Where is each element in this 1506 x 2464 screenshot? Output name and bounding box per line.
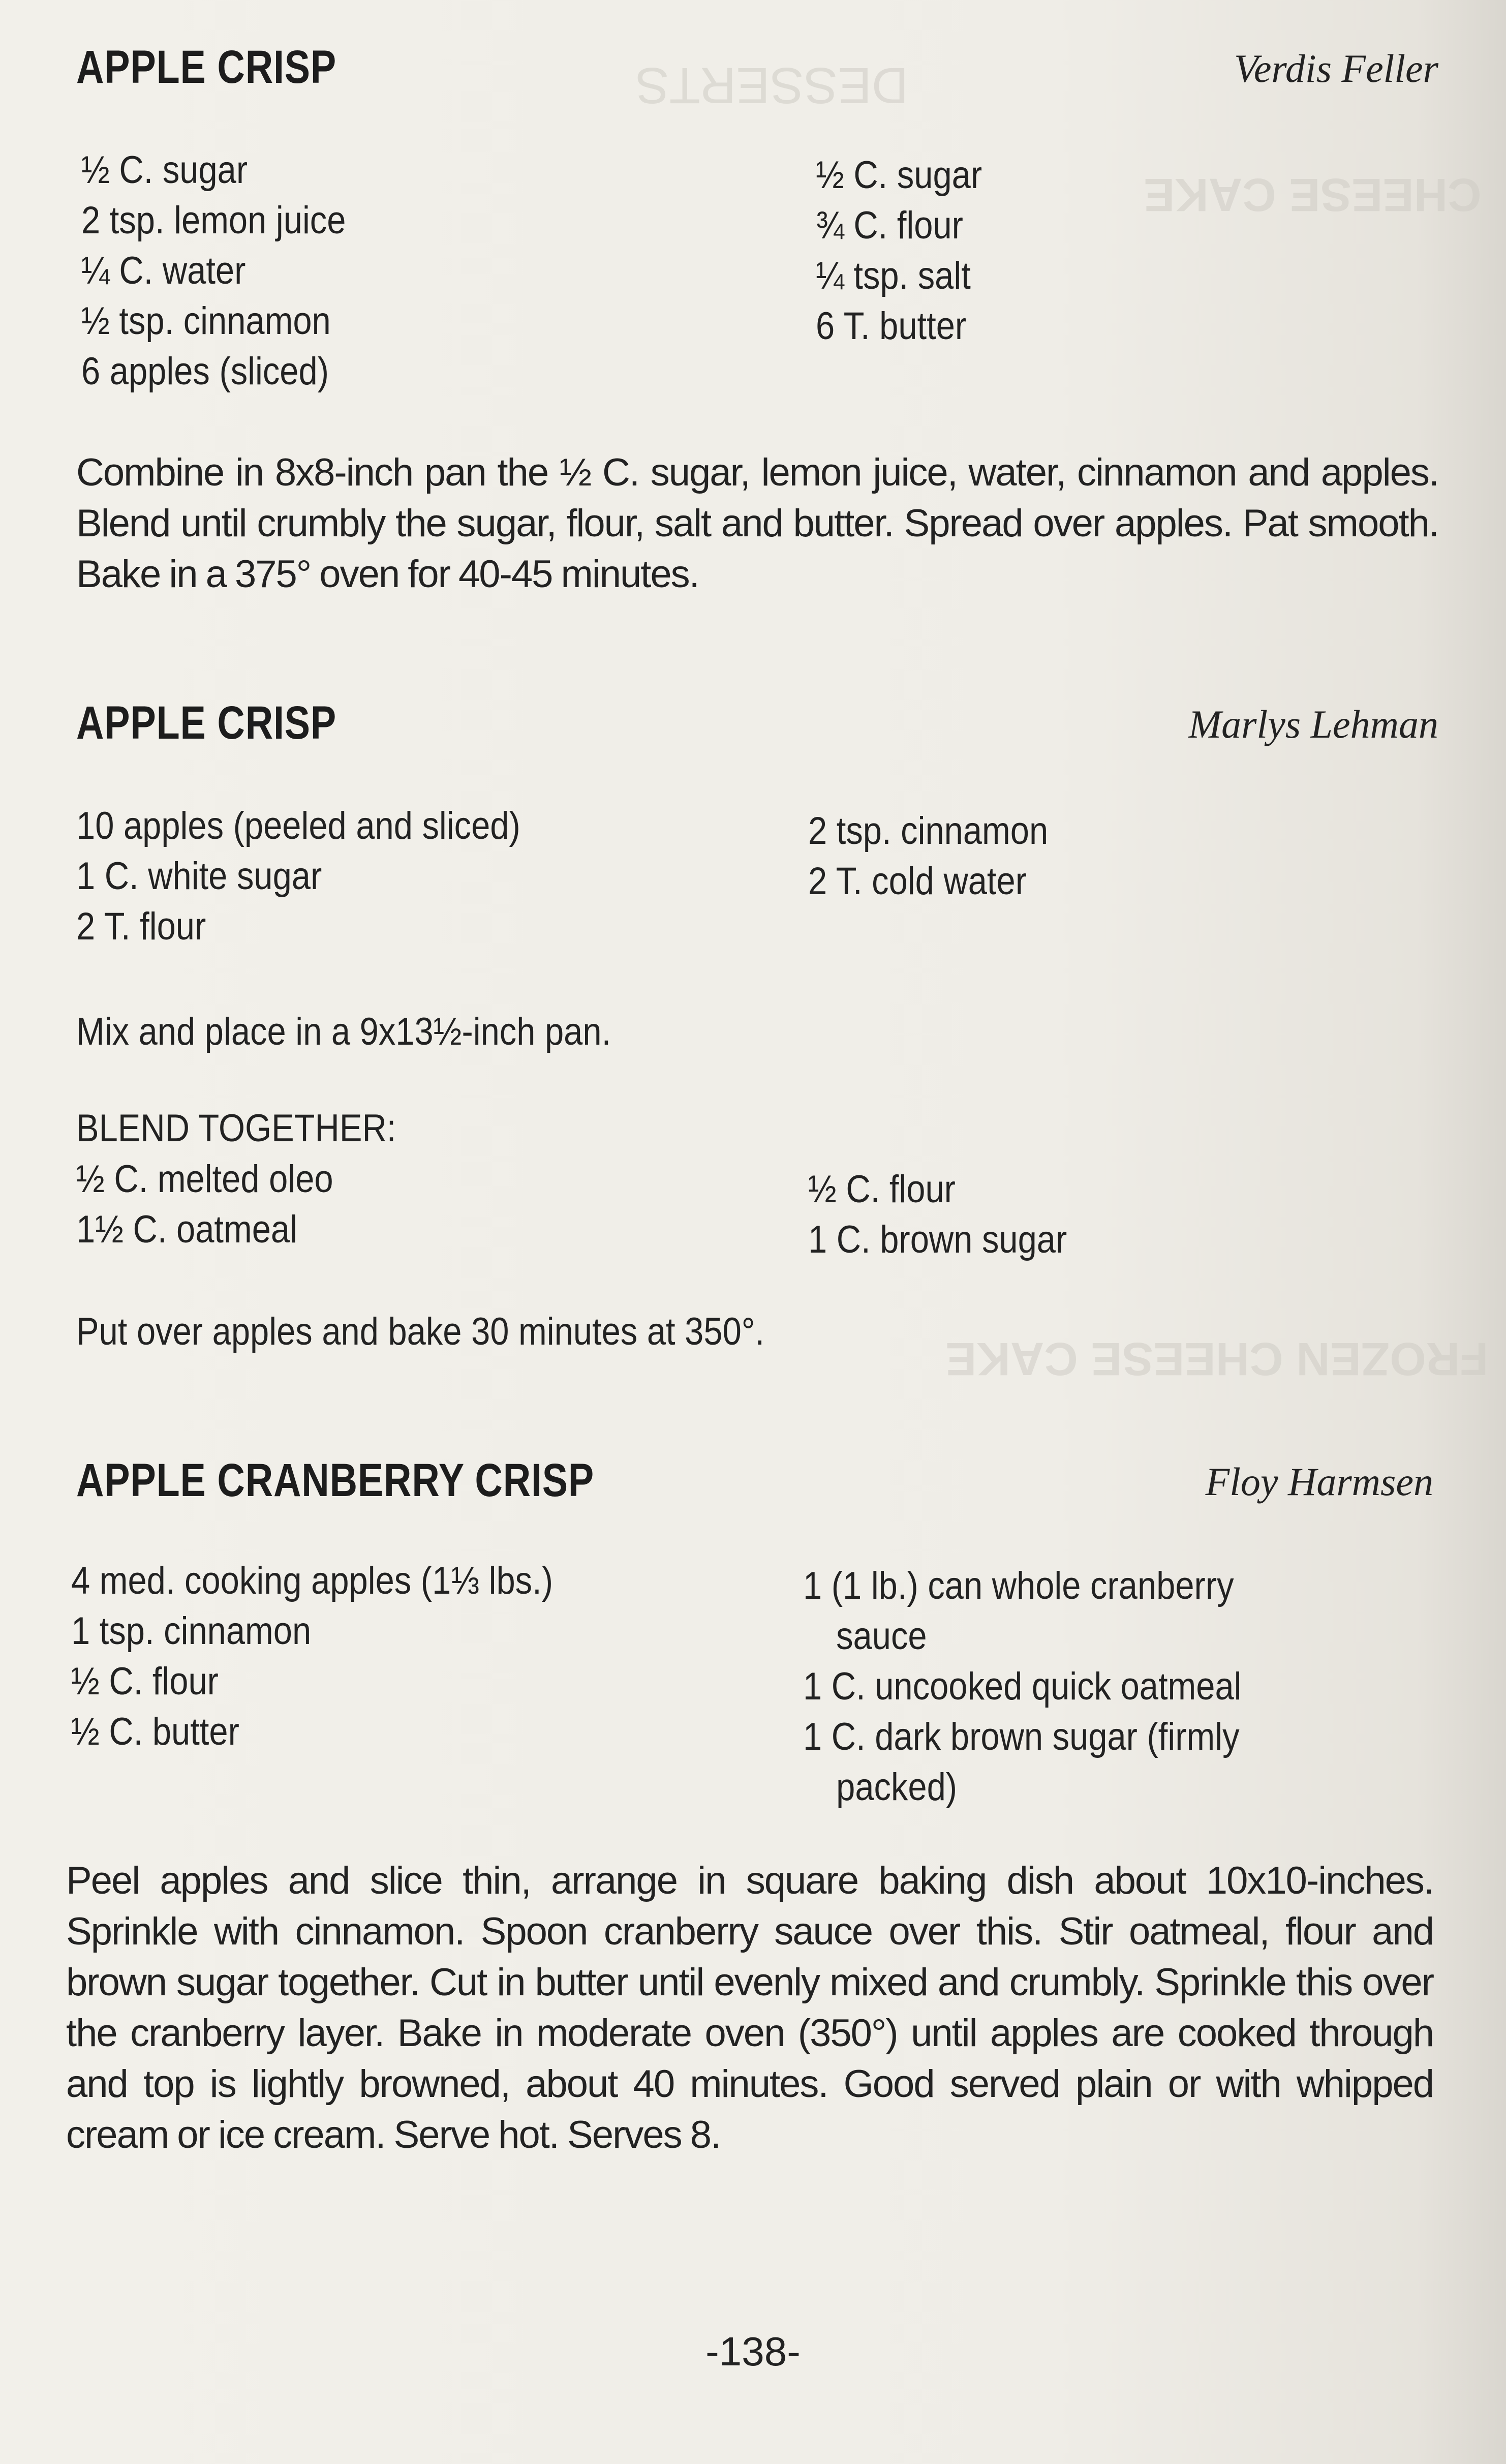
- ingredient: ½ tsp. cinnamon: [81, 299, 331, 343]
- recipe-author: Floy Harmsen: [1205, 1459, 1433, 1504]
- ingredient: ¼ tsp. salt: [816, 254, 971, 297]
- ingredient: 1 C. white sugar: [76, 855, 322, 898]
- ingredient: 2 T. cold water: [808, 860, 1027, 903]
- page-number: -138-: [705, 2329, 801, 2374]
- ingredient: 10 apples (peeled and sliced): [76, 804, 520, 847]
- ingredient: ¼ C. water: [81, 249, 246, 292]
- blend-list-left: [76, 1154, 368, 1255]
- ingredient: 2 T. flour: [76, 905, 206, 948]
- bleed-through-title: FROZEN CHEESE CAKE: [945, 1333, 1489, 1385]
- ingredient-list-left: [76, 801, 581, 952]
- recipe-apple-crisp-2: [76, 696, 1438, 1357]
- ingredient: 2 tsp. lemon juice: [81, 199, 346, 242]
- recipe-directions: Peel apples and slice thin, arrange in square baking dish about 10x10-inches. Sprinkle with cinnamon. Spoon cranberry sauce over this. Stir oatmeal, flour and brown sugar together. Cut in butter until evenly mixed and crumbly. Sprinkle this over the cranberry layer. Bake in moderate oven (350°) until apples are cooked through and top is lightly browned, about 40 minutes. Good served plain or with whipped cream or ice cream. Serve hot. Serves 8.: [66, 1859, 1433, 2156]
- ingredient: packed): [836, 1766, 958, 1809]
- ingredient: ¾ C. flour: [816, 204, 963, 247]
- recipe-author: Verdis Feller: [1234, 46, 1438, 90]
- ingredient: ½ C. sugar: [816, 154, 982, 197]
- blend-list-right: [808, 1164, 1102, 1265]
- bleed-through-header: DESSERTS: [635, 57, 909, 114]
- ingredient-list-left: [71, 1556, 619, 1757]
- ingredient: ½ C. melted oleo: [76, 1158, 333, 1201]
- ingredient: 1½ C. oatmeal: [76, 1208, 297, 1251]
- ingredient-list-right: [808, 806, 1081, 906]
- recipe-title: APPLE CRISP: [76, 41, 337, 93]
- ingredient-list-right: [816, 150, 1005, 351]
- recipe-directions: Combine in 8x8-inch pan the ½ C. sugar, lemon juice, water, cinnamon and apples. Blend until crumbly the sugar, flour, salt and butter. Spread over apples. Pat smooth. Bake in a 375° oven for 40-45 minutes.: [76, 451, 1438, 596]
- recipe-author: Marlys Lehman: [1188, 702, 1438, 746]
- ingredient: ½ C. butter: [71, 1710, 239, 1753]
- ingredient: 1 C. brown sugar: [808, 1218, 1067, 1261]
- recipe-step: Mix and place in a 9x13½-inch pan.: [76, 1010, 611, 1053]
- recipe-title: APPLE CRANBERRY CRISP: [76, 1454, 595, 1506]
- recipe-step: Put over apples and bake 30 minutes at 350°.: [76, 1310, 765, 1353]
- ingredient: sauce: [836, 1615, 927, 1658]
- ingredient: 1 C. dark brown sugar (firmly: [803, 1715, 1240, 1758]
- ingredient: ½ C. flour: [71, 1660, 219, 1703]
- ingredient: 1 (1 lb.) can whole cranberry: [803, 1564, 1234, 1607]
- recipe-apple-crisp-1: [76, 41, 1438, 615]
- ingredient: ½ C. flour: [808, 1168, 956, 1211]
- ingredient-list-left: [81, 145, 382, 397]
- recipe-title: APPLE CRISP: [76, 697, 337, 749]
- ingredient: 2 tsp. cinnamon: [808, 809, 1049, 853]
- ingredient-list-right: [803, 1561, 1301, 1812]
- ingredient: 4 med. cooking apples (1⅓ lbs.): [71, 1559, 553, 1602]
- ingredient: 1 tsp. cinnamon: [71, 1609, 312, 1653]
- recipe-apple-cranberry-crisp: [66, 1454, 1438, 2216]
- ingredient: 1 C. uncooked quick oatmeal: [803, 1665, 1242, 1708]
- bleed-through-title: CHEESE CAKE: [1144, 169, 1482, 221]
- ingredient: 6 T. butter: [816, 305, 967, 348]
- ingredient: ½ C. sugar: [81, 148, 248, 192]
- ingredient: 6 apples (sliced): [81, 350, 329, 393]
- blend-heading: BLEND TOGETHER:: [76, 1107, 396, 1150]
